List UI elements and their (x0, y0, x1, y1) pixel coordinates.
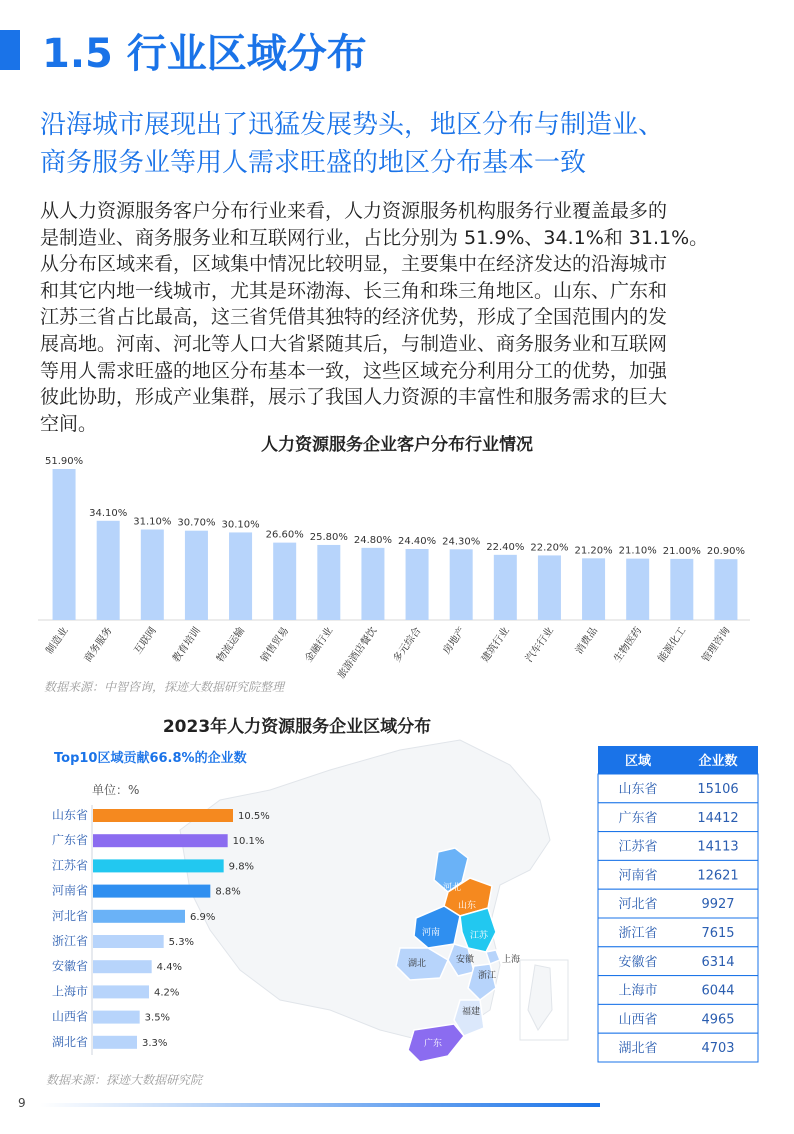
region-bar (93, 834, 228, 847)
table-cell-region: 河北省 (618, 897, 658, 913)
region-value-label: 4.2% (154, 987, 180, 999)
bar-value-label: 30.10% (221, 519, 260, 531)
region-value-label: 4.4% (156, 962, 183, 974)
table-cell-region: 上海市 (618, 983, 658, 999)
region-value-label: 3.5% (144, 1012, 171, 1024)
category-label: 商务服务 (82, 625, 115, 665)
map-label: 安徽 (456, 955, 475, 965)
region-value-label: 3.3% (142, 1037, 168, 1049)
chart-source: 数据来源：中智咨询，探迹大数据研究院整理 (44, 680, 285, 694)
table-cell-count: 6044 (701, 983, 735, 999)
footer-rule (40, 1103, 600, 1107)
category-label: 房地产 (441, 625, 468, 657)
category-label: 消费品 (573, 625, 601, 657)
region-bar (93, 859, 224, 872)
region-value-label: 5.3% (168, 937, 195, 948)
category-label: 建筑行业 (479, 625, 512, 665)
map-label: 河北 (443, 883, 462, 893)
region-label: 河南省 (51, 883, 88, 898)
region-label: 广东省 (51, 833, 88, 848)
region-distribution (30, 710, 770, 1100)
bar (273, 543, 296, 620)
map-label: 山东 (458, 901, 477, 911)
table-cell-region: 安徽省 (618, 954, 658, 970)
bar-value-label: 22.40% (486, 541, 525, 553)
table-cell-count: 14113 (697, 839, 739, 855)
bar (185, 531, 208, 620)
category-label: 旅游酒店餐饮 (335, 625, 380, 681)
body-line: 从分布区域来看，区域集中情况比较明显，主要集中在经济发达的沿海城市 (40, 253, 668, 276)
region-bar (93, 985, 149, 998)
bar-value-label: 24.30% (442, 536, 481, 548)
unit-label: 单位：% (92, 783, 140, 797)
bar (582, 558, 605, 620)
region-label: 湖北省 (51, 1034, 88, 1049)
map-label: 福建 (462, 1007, 481, 1017)
table-cell-region: 广东省 (618, 810, 658, 826)
category-label: 物流运输 (215, 625, 248, 665)
bar-value-label: 31.10% (133, 516, 172, 528)
category-label: 制造业 (44, 625, 71, 657)
bar-value-label: 24.80% (353, 534, 393, 546)
body-line: 江苏三省占比最高，这三省凭借其独特的经济优势，形成了全国范围内的发 (40, 306, 668, 329)
table-cell-count: 4703 (701, 1041, 735, 1057)
table-cell-region: 湖北省 (618, 1041, 658, 1057)
region-label: 上海市 (51, 984, 88, 999)
page-number: 9 (18, 1096, 26, 1110)
bar-value-label: 51.90% (44, 456, 84, 468)
category-label: 能源化工 (656, 625, 689, 665)
table-cell-region: 山东省 (618, 782, 658, 797)
bar-value-label: 25.80% (309, 531, 348, 543)
bar (538, 555, 561, 620)
chart-title: 2023年人力资源服务企业区域分布 (162, 717, 432, 737)
map-label: 湖北 (408, 959, 427, 969)
map-label: 广东 (424, 1039, 443, 1049)
bar-value-label: 24.40% (397, 536, 437, 548)
region-label: 山西省 (51, 1009, 88, 1024)
table-cell-count: 6314 (701, 954, 735, 970)
body-line: 展高地。河南、河北等人口大省紧随其后，与制造业、商务服务业和互联网 (40, 332, 668, 355)
table-cell-count: 7615 (701, 926, 735, 941)
map-label: 江苏 (470, 931, 489, 941)
body-line: 等用人需求旺盛的地区分布基本一致，这些区域充分利用分工的优势，加强 (40, 359, 668, 382)
map-label: 河南 (422, 928, 441, 938)
bar-value-label: 26.60% (265, 529, 304, 541)
bar (141, 530, 164, 620)
body-line: 从人力资源服务客户分布行业来看，人力资源服务机构服务行业覆盖最多的 (40, 200, 668, 222)
region-label: 安徽省 (51, 959, 88, 974)
chart-source: 数据来源：探迹大数据研究院 (46, 1073, 203, 1087)
bar-value-label: 21.10% (618, 545, 657, 557)
region-label: 江苏省 (51, 858, 88, 873)
region-value-label: 6.9% (190, 911, 216, 923)
category-label: 金融行业 (303, 625, 336, 665)
body-line: 是制造业、商务服务业和互联网行业，占比分别为 51.9%、34.1%和 31.1%。 (40, 226, 709, 249)
south-sea-inset (528, 965, 552, 1030)
section-title: 1.5 行业区域分布 (42, 31, 367, 77)
map-label: 上海 (502, 955, 521, 965)
category-label: 互联网 (132, 625, 159, 657)
category-label: 生物医药 (612, 625, 645, 665)
headline-line-2: 商务服务业等用人需求旺盛的地区分布基本一致 (40, 148, 587, 178)
headline-line-1: 沿海城市展现出了迅猛发展势头，地区分布与制造业、 (40, 110, 665, 140)
headline (40, 106, 770, 182)
region-value-label: 9.8% (228, 861, 255, 873)
category-label: 教育培训 (170, 625, 203, 665)
region-bar (93, 935, 164, 948)
bar (317, 545, 340, 620)
category-label: 多元综合 (391, 625, 424, 665)
category-label: 管理咨询 (700, 625, 733, 665)
table-cell-region: 浙江省 (618, 926, 658, 941)
bar-value-label: 21.00% (662, 545, 701, 557)
bar-value-label: 21.20% (574, 545, 613, 557)
bar (406, 549, 429, 620)
region-bar (93, 910, 185, 923)
bar (97, 521, 120, 620)
body-line: 和其它内地一线城市，尤其是环渤海、长三角和珠三角地区。山东、广东和 (40, 279, 668, 302)
region-bar (93, 809, 233, 822)
bar (450, 549, 473, 620)
bar-value-label: 30.70% (177, 517, 216, 529)
table-header-region: 区域 (624, 754, 652, 769)
region-value-label: 8.8% (215, 886, 241, 898)
chart-title: 人力资源服务企业客户分布行业情况 (261, 435, 533, 455)
body-line: 空间。 (40, 412, 98, 435)
bar-value-label: 34.10% (89, 507, 128, 519)
table-cell-count: 9927 (701, 897, 735, 913)
region-bar (93, 885, 210, 898)
bar (494, 555, 517, 620)
china-map (180, 740, 568, 1062)
region-label: 河北省 (51, 908, 88, 923)
bar (53, 469, 76, 620)
category-label: 销售贸易 (259, 625, 292, 665)
body-line: 彼此协助，形成产业集群，展示了我国人力资源的丰富性和服务需求的巨大 (40, 386, 668, 409)
bar-value-label: 20.90% (706, 546, 746, 558)
body-paragraph (40, 198, 770, 437)
chart-subtitle: Top10区域贡献66.8%的企业数 (54, 751, 247, 766)
region-table (598, 746, 758, 1062)
map-label: 浙江 (478, 971, 497, 981)
table-cell-count: 15106 (697, 782, 739, 797)
section-marker (0, 30, 20, 70)
bar (714, 559, 737, 620)
bar (229, 532, 252, 620)
table-cell-region: 山西省 (618, 1012, 658, 1028)
bar (361, 548, 384, 620)
bar-value-label: 22.20% (530, 542, 569, 554)
region-value-label: 10.1% (232, 836, 265, 848)
region-bar (93, 1011, 140, 1024)
table-cell-region: 河南省 (618, 868, 658, 884)
region-label: 山东省 (51, 808, 88, 822)
bar (626, 559, 649, 620)
region-bar (93, 960, 152, 973)
table-cell-region: 江苏省 (618, 839, 658, 855)
region-label: 浙江省 (51, 934, 88, 948)
region-bar (93, 1036, 137, 1049)
table-cell-count: 12621 (697, 868, 739, 884)
category-label: 汽车行业 (523, 625, 556, 665)
table-cell-count: 4965 (701, 1012, 735, 1028)
industry-bar-chart (30, 430, 770, 700)
bar (670, 559, 693, 620)
table-cell-count: 14412 (697, 810, 739, 826)
region-value-label: 10.5% (238, 811, 270, 822)
table-header-count: 企业数 (698, 754, 738, 769)
